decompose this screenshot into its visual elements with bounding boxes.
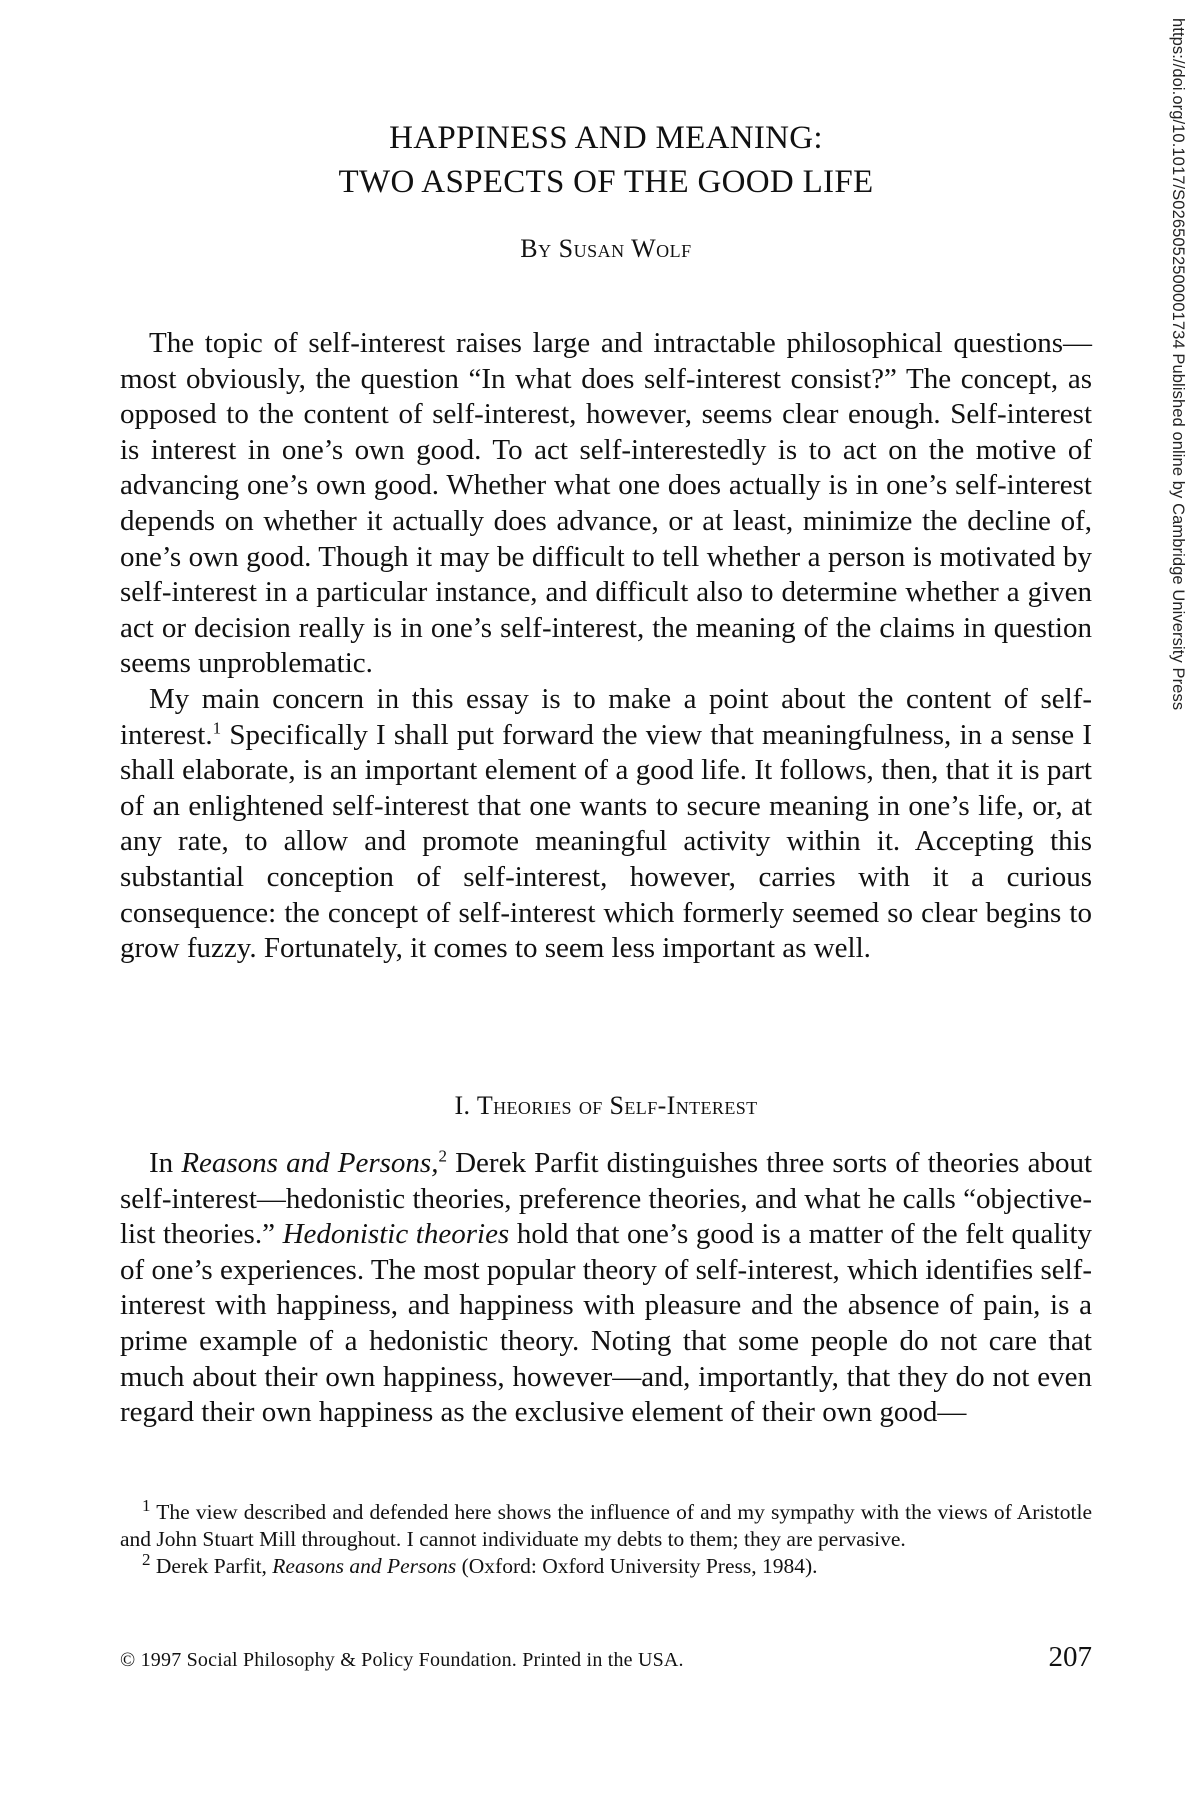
title-line-2: TWO ASPECTS OF THE GOOD LIFE — [338, 164, 874, 200]
page-number: 207 — [1048, 1641, 1092, 1673]
section-body — [120, 1146, 1092, 1431]
doi-side-note: https://doi.org/10.1017/S0265052500001734 Published online by Cambridge University Press — [1169, 18, 1187, 711]
footnote-ref-2: 2 — [438, 1146, 447, 1166]
footnote-ref-1: 1 — [212, 717, 222, 737]
intro-body — [120, 326, 1092, 967]
footnote-2-title: Reasons and Persons — [272, 1554, 457, 1578]
paper-title — [120, 116, 1092, 204]
paragraph-3-text-c: hold that one’s good is a matter of the felt quality of one’s experiences. The most popular theory of self-interest, which identifies self-interest with happiness, and happiness with pleasure and the absence of pain, is a prime example of a hedonistic theory. Noting that some people do not care that much about their own happiness, however—and, importantly, that they do not even regard their own happiness as the exclusive element of their own good— — [120, 1218, 1092, 1429]
paragraph-2-text-a: My main concern in this essay is to make a point about the content of self-interest. — [120, 682, 1092, 751]
paragraph-1: The topic of self-interest raises large and intractable philosophical questions—most obviously, the question “In what does self-interest consist?” The concept, as opposed to the content of self-interest, however, seems clear enough. Self-interest is interest in one’s own good. To act self-interestedly is to act on the motive of advancing one’s own good. Whether what one does actually is in one’s self-interest depends on whether it actually does advance, or at least, minimize the decline of, one’s own good. Though it may be difficult to tell whether a person is motivated by self-interest in a particular instance, and difficult also to determine whether a given act or decision really is in one’s self-interest, the meaning of the claims in question seems unproblematic. — [120, 327, 1092, 680]
section-heading: I. Theories of Self-Interest — [454, 1091, 758, 1120]
footnote-2-text-a: Derek Parfit, — [150, 1554, 273, 1578]
author-byline: By Susan Wolf — [520, 234, 692, 263]
term-hedonistic-theories: Hedonistic theories — [282, 1218, 510, 1251]
paragraph-3-text-a: In — [149, 1147, 182, 1179]
copyright-notice: © 1997 Social Philosophy & Policy Foundation. Printed in the USA. — [120, 1649, 684, 1671]
paragraph-2-text-b: Specifically I shall put forward the view that meaningfulness, in a sense I shall elaborate, is an important element of a good life. It follows, then, that it is part of an enlightened self-interest that one wants to secure meaning in one’s life, or, at any rate, to allow and promote meaningful activity within it. Accepting this substantial conception of self-interest, however, carries with it a curious consequence: the concept of self-interest which formerly seemed so clear begins to grow fuzzy. Fortunately, it comes to seem less important as well. — [120, 718, 1092, 965]
footnote-1 — [120, 1495, 1092, 1553]
paragraph-3 — [120, 1146, 1092, 1431]
footnote-2 — [120, 1549, 1092, 1580]
book-title-reference: Reasons and Persons, — [181, 1147, 439, 1179]
footnote-2-text-b: (Oxford: Oxford University Press, 1984). — [456, 1554, 818, 1578]
footnote-1-mark: 1 — [142, 1495, 151, 1515]
title-line-1: HAPPINESS AND MEANING: — [389, 120, 823, 156]
paragraph-3-text-b: Derek Parfit distinguishes three sorts of theories about self-interest—hedonistic theories, preference theories, and what he calls “objective-list theories.” — [120, 1147, 1092, 1251]
footnote-1-text: The view described and defended here shows the influence of and my sympathy with the views of Aristotle and John Stuart Mill throughout. I cannot individuate my debts to them; they are pervasive. — [120, 1500, 1092, 1551]
footnotes — [120, 1495, 1092, 1580]
footnote-2-mark: 2 — [142, 1549, 151, 1569]
paper-page — [120, 0, 1092, 1816]
paragraph-2 — [120, 682, 1092, 967]
